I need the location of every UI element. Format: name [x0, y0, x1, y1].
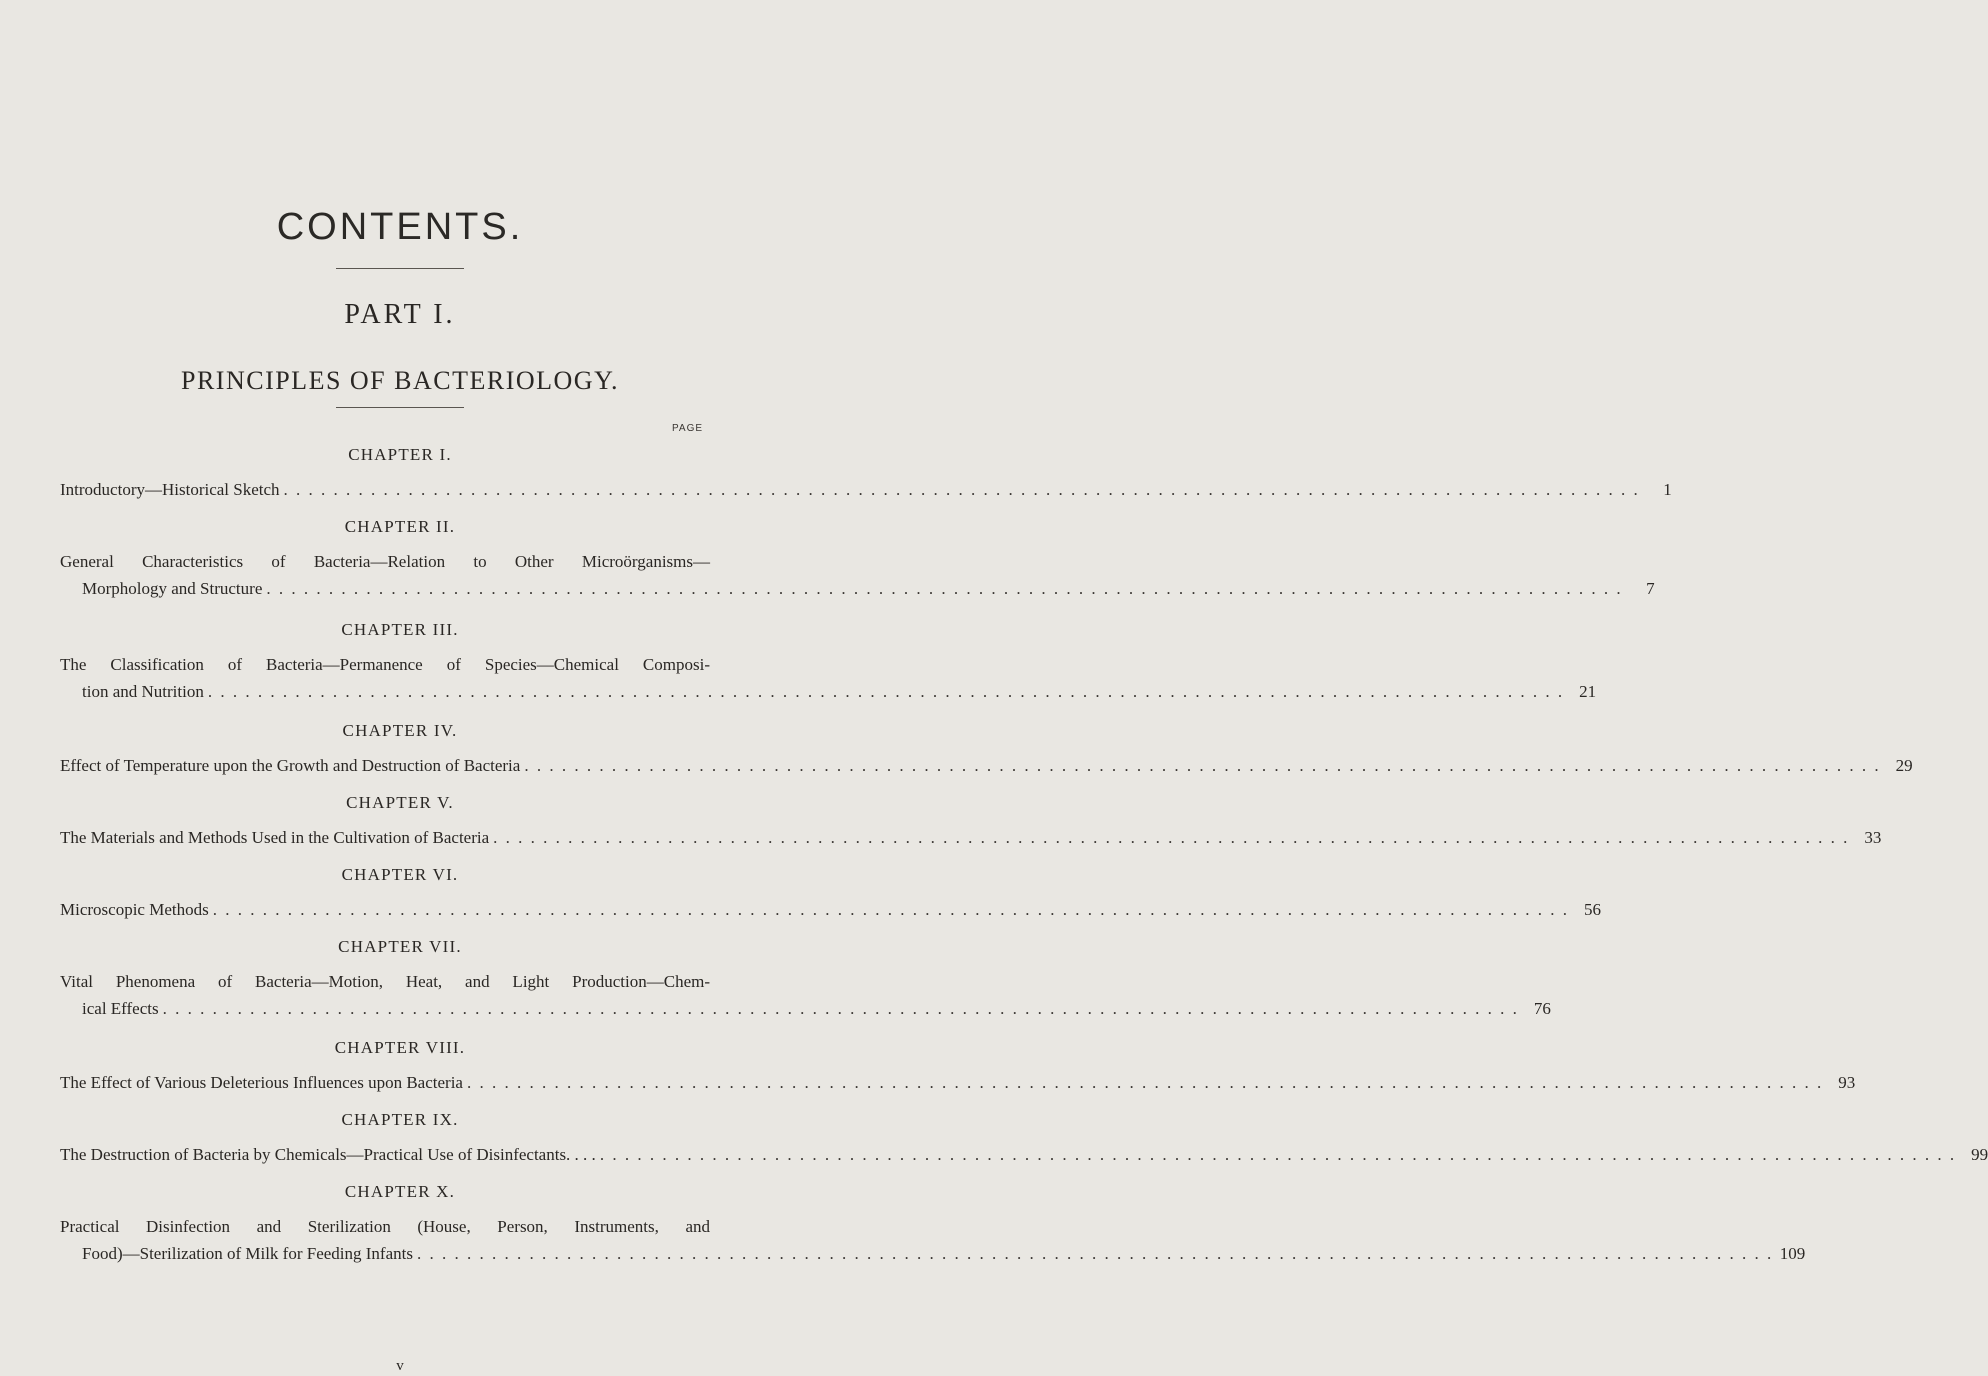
dot-leader: . . . . . . . . . . . . . . . . . . . . . . . . . . . . . . . . . . . . . . . . . . . . . . . . . . . . . . . . . . . . . . . . . . . . . . . . . . . . . . . . . . . . . . . . . . . . . . . . . . . . . . . . . . . . . — [162, 999, 1519, 1018]
page-number: 1 — [1663, 480, 1672, 499]
entry-title-line: The Destruction of Bacteria by Chemicals—Practical Use of Disinfectants. . . . — [60, 1145, 596, 1164]
chapter-heading: CHAPTER II. — [344, 517, 456, 536]
dot-leader: . . . . . . . . . . . . . . . . . . . . . . . . . . . . . . . . . . . . . . . . . . . . . . . . . . . . . . . . . . . . . . . . . . . . . . . . . . . . . . . . . . . . . . . . . . . . . . . . . . . . . . . . . . . . . — [416, 1244, 1774, 1263]
subject-divider — [336, 407, 464, 408]
chapter-heading: CHAPTER VIII. — [334, 1038, 466, 1057]
chapter-heading: CHAPTER IV. — [342, 721, 458, 740]
page-number: 56 — [1583, 900, 1601, 919]
dot-leader: . . . . . . . . . . . . . . . . . . . . . . . . . . . . . . . . . . . . . . . . . . . . . . . . . . . . . . . . . . . . . . . . . . . . . . . . . . . . . . . . . . . . . . . . . . . . . . . . . . . . . . . . . . . . . — [493, 828, 1850, 847]
page-number: 76 — [1533, 999, 1551, 1018]
chapter-heading: CHAPTER IX. — [341, 1110, 459, 1129]
page-number: 93 — [1838, 1073, 1856, 1092]
page-number: 109 — [1779, 1244, 1806, 1263]
chapter-heading: CHAPTER III. — [341, 620, 459, 639]
page-folio: v — [396, 1358, 404, 1374]
page-column-label: PAGE — [672, 423, 704, 434]
entry-title-line: Introductory—Historical Sketch — [60, 480, 280, 499]
part-subject: PRINCIPLES OF BACTERIOLOGY. — [180, 366, 619, 395]
entry-title-line: The Classification of Bacteria—Permanence of Species—Chemical Composi- — [60, 655, 710, 674]
entry-title-line: ical Effects — [82, 999, 159, 1018]
entry-title-line: Microscopic Methods — [60, 900, 209, 919]
page-number: 99 — [1971, 1145, 1988, 1164]
dot-leader: . . . . . . . . . . . . . . . . . . . . . . . . . . . . . . . . . . . . . . . . . . . . . . . . . . . . . . . . . . . . . . . . . . . . . . . . . . . . . . . . . . . . . . . . . . . . . . . . . . . . . . . . . . . . . — [207, 682, 1565, 701]
page-number: 21 — [1579, 682, 1597, 701]
chapter-heading: CHAPTER X. — [344, 1182, 456, 1201]
dot-leader: . . . . . . . . . . . . . . . . . . . . . . . . . . . . . . . . . . . . . . . . . . . . . . . . . . . . . . . . . . . . . . . . . . . . . . . . . . . . . . . . . . . . . . . . . . . . . . . . . . . . . . . . . . . . . — [524, 756, 1881, 775]
contents-title: CONTENTS. — [276, 206, 524, 248]
dot-leader: . . . . . . . . . . . . . . . . . . . . . . . . . . . . . . . . . . . . . . . . . . . . . . . . . . . . . . . . . . . . . . . . . . . . . . . . . . . . . . . . . . . . . . . . . . . . . . . . . . . . . . . . . . . . . — [599, 1145, 1957, 1164]
dot-leader: . . . . . . . . . . . . . . . . . . . . . . . . . . . . . . . . . . . . . . . . . . . . . . . . . . . . . . . . . . . . . . . . . . . . . . . . . . . . . . . . . . . . . . . . . . . . . . . . . . . . . . . . . . . . . — [466, 1073, 1824, 1092]
page-number: 33 — [1864, 828, 1882, 847]
dot-leader: . . . . . . . . . . . . . . . . . . . . . . . . . . . . . . . . . . . . . . . . . . . . . . . . . . . . . . . . . . . . . . . . . . . . . . . . . . . . . . . . . . . . . . . . . . . . . . . . . . . . . . . . . . . . . — [283, 480, 1640, 499]
dot-leader: . . . . . . . . . . . . . . . . . . . . . . . . . . . . . . . . . . . . . . . . . . . . . . . . . . . . . . . . . . . . . . . . . . . . . . . . . . . . . . . . . . . . . . . . . . . . . . . . . . . . . . . . . . . . . — [212, 900, 1569, 919]
title-divider — [336, 268, 464, 269]
entry-title-line: The Materials and Methods Used in the Cultivation of Bacteria — [60, 828, 490, 847]
entry-title-line: Vital Phenomena of Bacteria—Motion, Heat, and Light Production—Chem- — [60, 972, 710, 991]
entry-title-line: Food)—Sterilization of Milk for Feeding Infants — [82, 1244, 413, 1263]
chapter-heading: CHAPTER VI. — [341, 865, 459, 884]
entry-title-line: Effect of Temperature upon the Growth and Destruction of Bacteria — [60, 756, 521, 775]
page-number: 29 — [1895, 756, 1913, 775]
entry-title-line: General Characteristics of Bacteria—Relation to Other Microörganisms— — [60, 552, 710, 571]
entry-title-line: tion and Nutrition — [82, 682, 204, 701]
page-number: 7 — [1646, 579, 1655, 598]
entry-title-line: Practical Disinfection and Sterilization (House, Person, Instruments, and — [60, 1217, 710, 1236]
chapter-heading: CHAPTER I. — [348, 445, 452, 464]
dot-leader: . . . . . . . . . . . . . . . . . . . . . . . . . . . . . . . . . . . . . . . . . . . . . . . . . . . . . . . . . . . . . . . . . . . . . . . . . . . . . . . . . . . . . . . . . . . . . . . . . . . . . . . . . . . . . — [266, 579, 1623, 598]
chapter-heading: CHAPTER V. — [346, 793, 454, 812]
chapter-heading: CHAPTER VII. — [338, 937, 462, 956]
entry-title-line: The Effect of Various Deleterious Influences upon Bacteria — [60, 1073, 463, 1092]
part-heading: PART I. — [344, 299, 456, 330]
entry-title-line: Morphology and Structure — [82, 579, 263, 598]
